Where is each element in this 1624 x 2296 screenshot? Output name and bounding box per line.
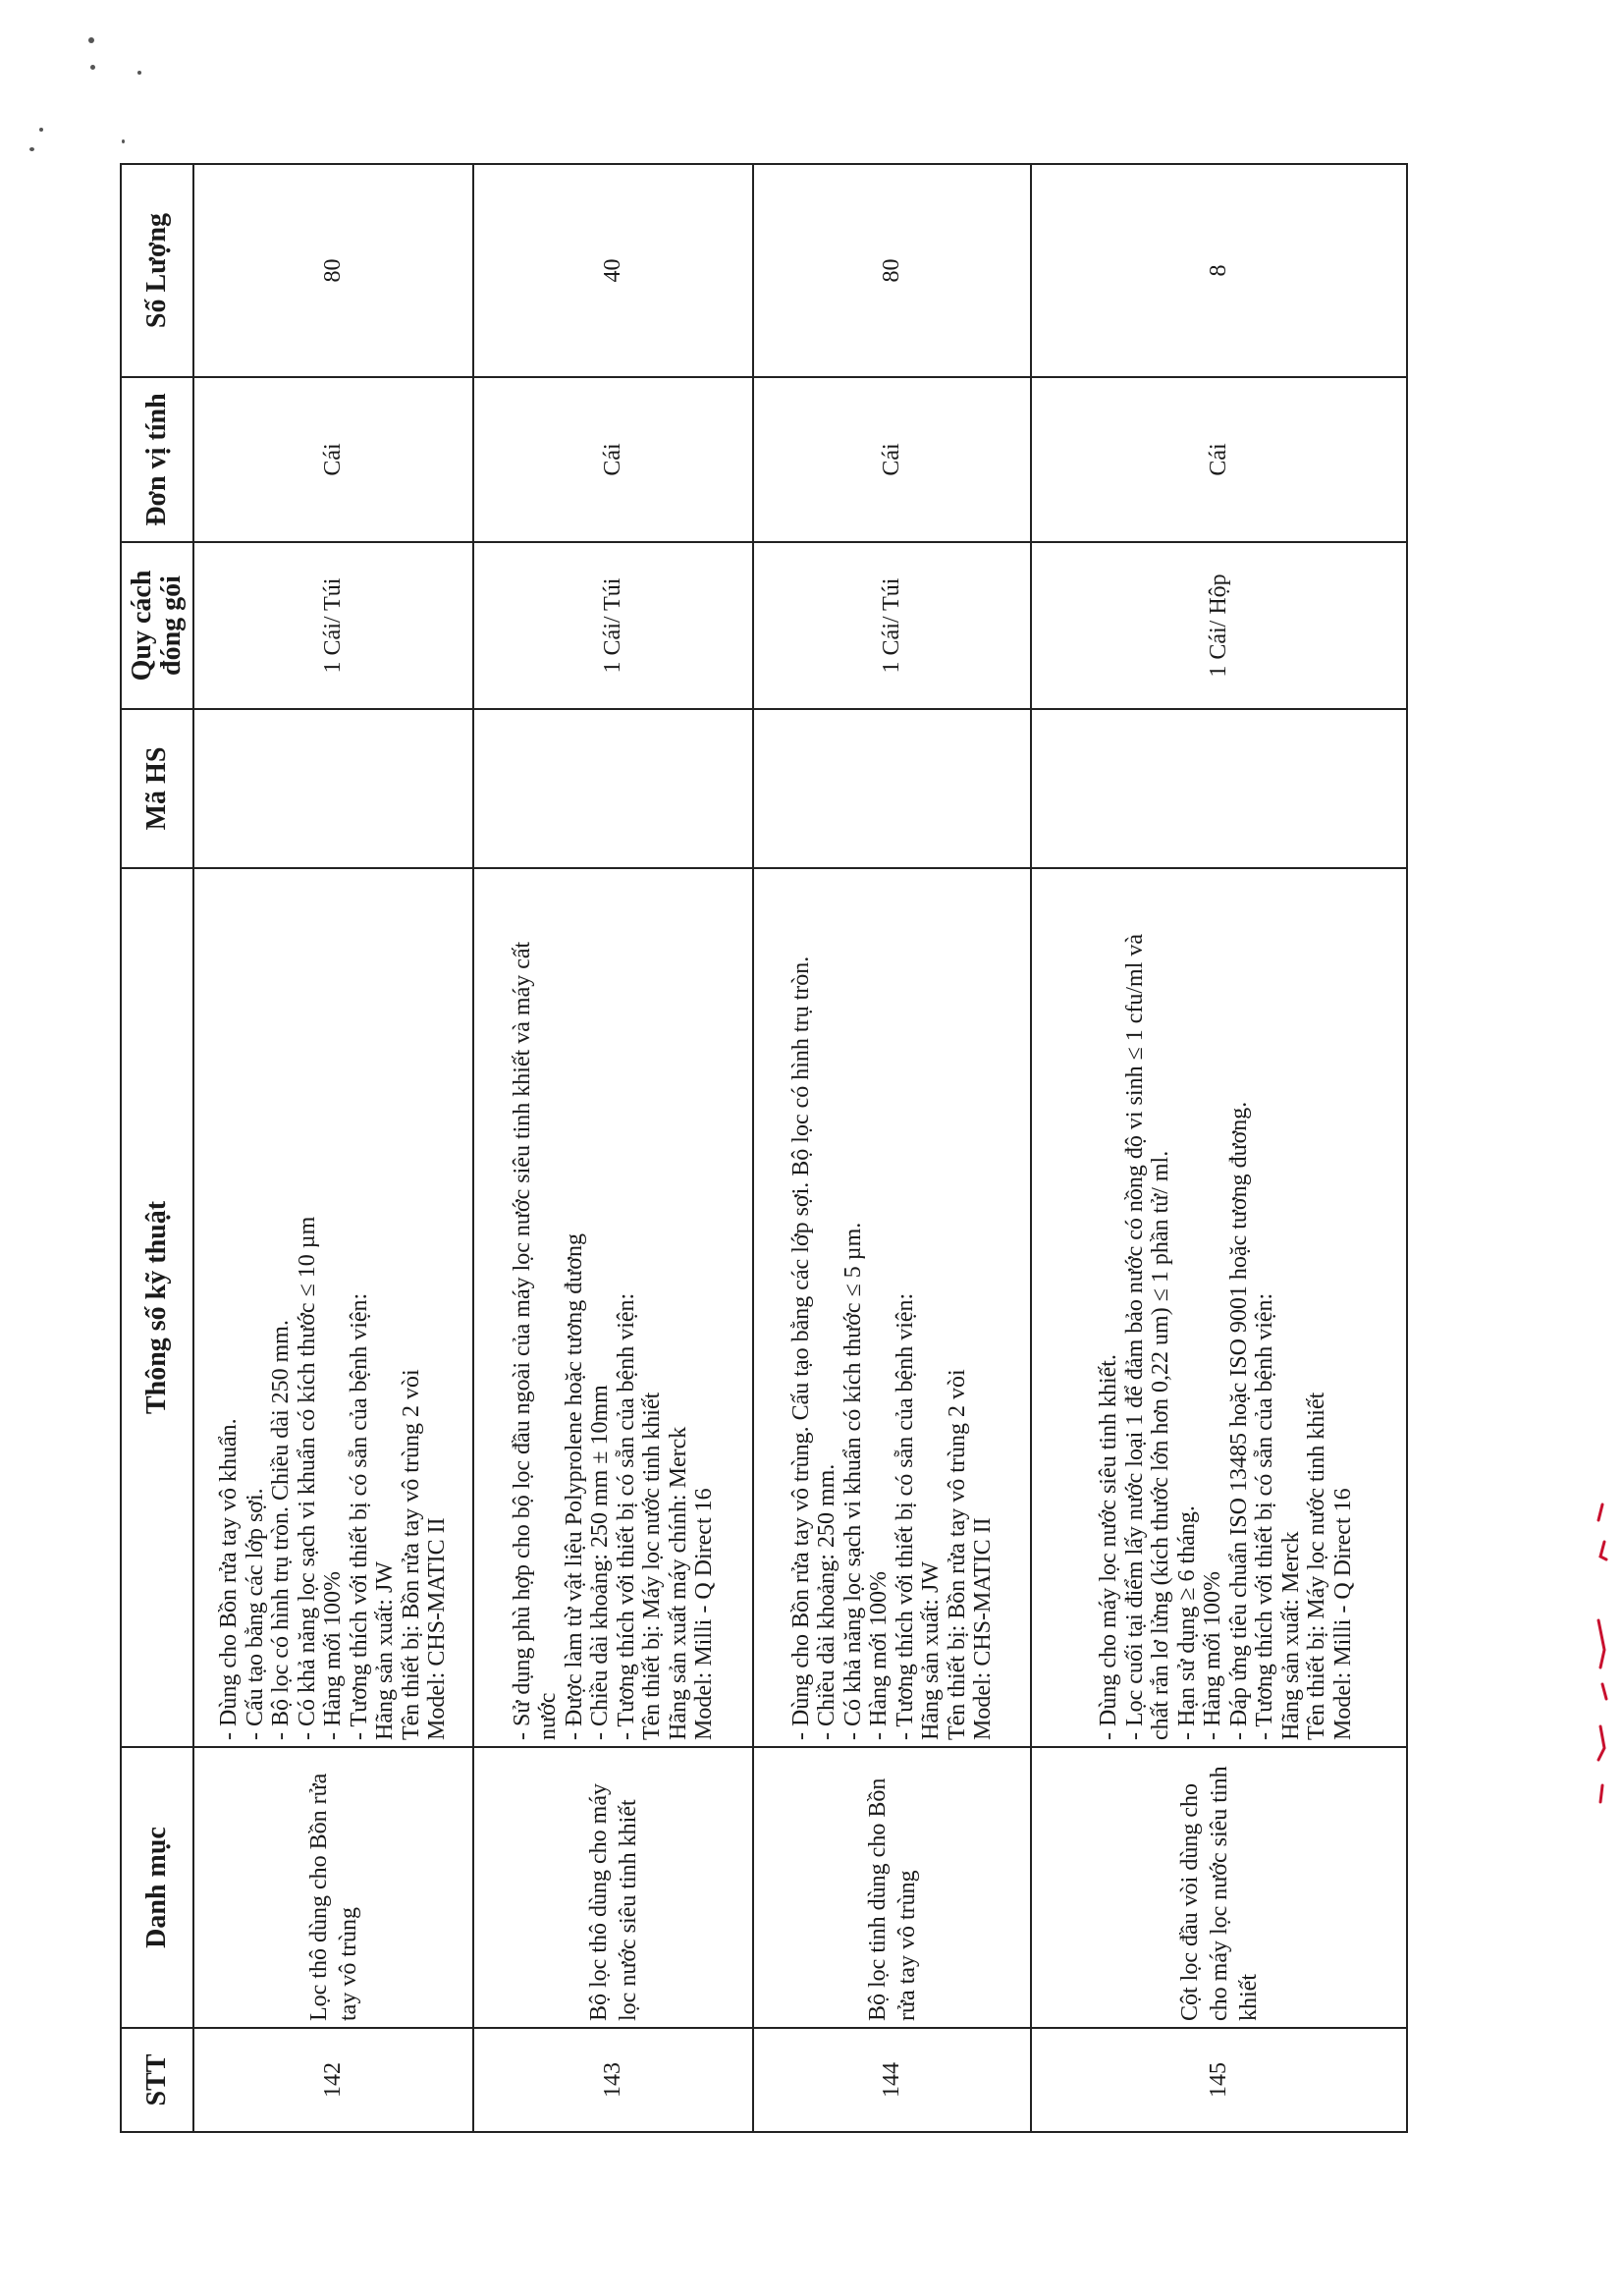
row-don-vi: Cái <box>193 377 473 542</box>
scan-speck <box>39 128 43 132</box>
spec-line: Hãng sản xuất máy chính: Merck <box>665 1426 691 1740</box>
row-don-vi: Cái <box>1031 377 1407 542</box>
spec-line: nước <box>535 1692 561 1740</box>
row-danh-muc: Lọc thô dùng cho Bồn rửa tay vô trùng <box>193 1747 473 2028</box>
specification-table <box>120 163 1408 2133</box>
rotated-page-content <box>120 165 1404 2133</box>
row-stt: 144 <box>753 2028 1031 2132</box>
spec-line: - Hàng mới 100% <box>866 1571 892 1740</box>
row-specs <box>193 868 473 1747</box>
spec-line: - Lọc cuối tại điểm lấy nước loại 1 để đảm bảo nước có nồng độ vi sinh ≤ 1 cfu/ml và <box>1121 933 1148 1740</box>
spec-line: Model: CHS-MATIC II <box>424 1517 451 1740</box>
spec-line: - Có khả năng lọc sạch vi khuẩn có kích thước ≤ 10 µm <box>294 1216 320 1740</box>
header-stt: STT <box>121 2028 193 2132</box>
row-specs <box>473 868 753 1747</box>
row-danh-muc: Cột lọc đầu vòi dùng cho cho máy lọc nước siêu tinh khiết <box>1031 1747 1407 2028</box>
spec-line: - Hàng mới 100% <box>1200 1571 1225 1740</box>
row-don-vi: Cái <box>473 377 753 542</box>
scan-speck <box>137 71 141 75</box>
spec-line: - Chiều dài khoảng: 250 mm. <box>814 1463 839 1740</box>
spec-line: Tên thiết bị: Bồn rửa tay vô trùng 2 vòi <box>944 1369 970 1740</box>
row-stt: 143 <box>473 2028 753 2132</box>
row-ma-hs <box>1031 709 1407 868</box>
spec-line: - Tương thích với thiết bị có sẵn của bệnh viện: <box>346 1292 372 1740</box>
spec-line: - Tương thích với thiết bị có sẵn của bệnh viện: <box>892 1292 918 1740</box>
spec-line: Hãng sản xuất: JW <box>372 1561 399 1740</box>
table-row <box>1031 164 1407 2132</box>
header-so-luong: Số Lượng <box>121 164 193 377</box>
spec-line: Model: CHS-MATIC II <box>970 1517 996 1740</box>
spec-line: chất rắn lơ lửng (kích thước lớn hơn 0,22 um) ≤ 1 phần tử/ ml. <box>1148 1150 1173 1740</box>
row-specs <box>1031 868 1407 1747</box>
table-header-row <box>121 164 193 2132</box>
row-stt: 142 <box>193 2028 473 2132</box>
spec-line: - Chiều dài khoảng: 250 mm ± 10mm <box>587 1385 613 1740</box>
spec-line: - Dùng cho Bồn rửa tay vô trùng. Cấu tạo bằng các lớp sợi. Bộ lọc có hình trụ tròn. <box>787 956 814 1740</box>
spec-line: - Tương thích với thiết bị có sẵn của bệnh viện: <box>613 1292 639 1740</box>
header-ma-hs: Mã HS <box>121 709 193 868</box>
spec-line: Tên thiết bị: Máy lọc nước tinh khiết <box>1304 1392 1329 1740</box>
scan-speck <box>88 37 94 43</box>
spec-line: Hãng sản xuất: JW <box>918 1561 944 1740</box>
spec-line: Tên thiết bị: Bồn rửa tay vô trùng 2 vòi <box>398 1369 424 1740</box>
row-quy-cach: 1 Cái/ Hộp <box>1031 542 1407 709</box>
row-don-vi: Cái <box>753 377 1031 542</box>
spec-line: - Hạn sử dụng ≥ 6 tháng. <box>1173 1505 1200 1740</box>
row-specs <box>753 868 1031 1747</box>
row-so-luong: 40 <box>473 164 753 377</box>
spec-line: - Bộ lọc có hình trụ tròn. Chiều dài 250 mm. <box>268 1320 295 1740</box>
spec-line: - Hàng mới 100% <box>320 1571 347 1740</box>
table-row <box>753 164 1031 2132</box>
spec-line: - Tương thích với thiết bị có sẵn của bệnh viện: <box>1252 1292 1277 1740</box>
row-so-luong: 8 <box>1031 164 1407 377</box>
header-quy-cach: Quy cách đóng gói <box>121 542 193 709</box>
spec-line: - Có khả năng lọc sạch vi khuẩn có kích thước ≤ 5 µm. <box>839 1222 866 1740</box>
scan-speck <box>90 65 95 70</box>
spec-line: Hãng sản xuất: Merck <box>1277 1531 1304 1740</box>
spec-line: - Sử dụng phù hợp cho bộ lọc đầu ngoài của máy lọc nước siêu tinh khiết và máy cất <box>509 941 535 1740</box>
table-row <box>193 164 473 2132</box>
row-so-luong: 80 <box>753 164 1031 377</box>
scan-speck <box>29 147 34 151</box>
row-so-luong: 80 <box>193 164 473 377</box>
spec-line: Model: Milli - Q Direct 16 <box>691 1488 717 1740</box>
spec-line: - Đáp ứng tiêu chuẩn ISO 13485 hoặc ISO 9001 hoặc tương đương. <box>1225 1101 1252 1740</box>
row-ma-hs <box>753 709 1031 868</box>
row-quy-cach: 1 Cái/ Túi <box>193 542 473 709</box>
row-danh-muc: Bộ lọc tinh dùng cho Bồn rửa tay vô trùng <box>753 1747 1031 2028</box>
row-ma-hs <box>193 709 473 868</box>
spec-line: - Cấu tạo bằng các lớp sợi. <box>242 1488 268 1740</box>
row-quy-cach: 1 Cái/ Túi <box>753 542 1031 709</box>
spec-line: - Dùng cho Bồn rửa tay vô khuẩn. <box>216 1418 243 1740</box>
header-don-vi: Đơn vị tính <box>121 377 193 542</box>
header-danh-muc: Danh mục <box>121 1747 193 2028</box>
handwritten-mark <box>1593 1503 1612 1807</box>
row-quy-cach: 1 Cái/ Túi <box>473 542 753 709</box>
table-row <box>473 164 753 2132</box>
spec-line: Tên thiết bị: Máy lọc nước tinh khiết <box>639 1392 665 1740</box>
spec-line: - Dùng cho máy lọc nước siêu tinh khiết. <box>1096 1354 1121 1740</box>
spec-line: - Được làm từ vật liệu Polyprolene hoặc tương đương <box>561 1233 587 1740</box>
scan-speck <box>122 139 125 143</box>
row-danh-muc: Bộ lọc thô dùng cho máy lọc nước siêu tinh khiết <box>473 1747 753 2028</box>
spec-line: Model: Milli - Q Direct 16 <box>1329 1488 1356 1740</box>
row-ma-hs <box>473 709 753 868</box>
row-stt: 145 <box>1031 2028 1407 2132</box>
header-thong-so: Thông số kỹ thuật <box>121 868 193 1747</box>
